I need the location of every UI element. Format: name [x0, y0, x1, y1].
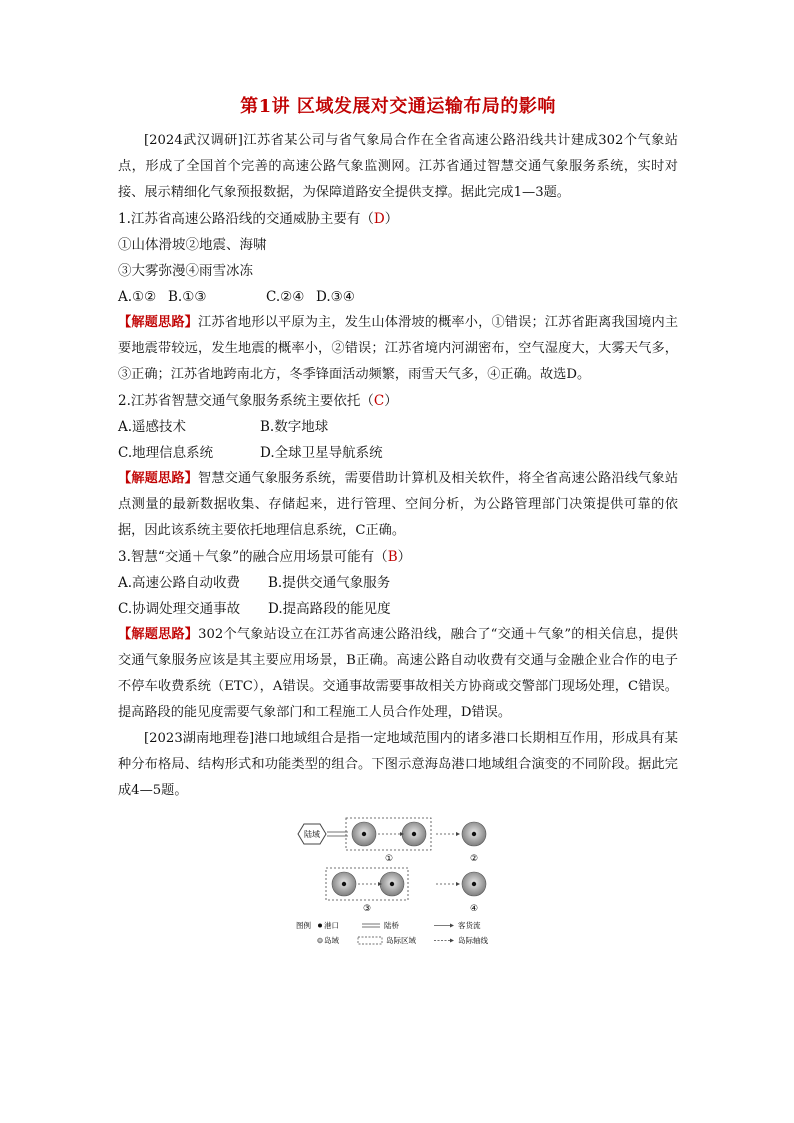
answer-3: B [387, 549, 398, 565]
svg-text:陆桥: 陆桥 [384, 921, 399, 930]
question-1 [118, 206, 678, 388]
svg-text:④: ④ [469, 904, 479, 914]
svg-text:客货流: 客货流 [458, 921, 481, 930]
svg-text:②: ② [469, 854, 479, 864]
port-icon [472, 882, 476, 886]
explanation-1: 【解题思路】江苏省地形以平原为主，发生山体滑坡的概率小，①错误；江苏省距离我国境内主要地震带较远，发生地震的概率小，②错误；江苏省境内河湖密布，空气湿度大，大雾天气多，③正确；江苏省地跨南北方，冬季锋面活动频繁，雨雪天气多，④正确。故选D。 [118, 315, 679, 382]
explanation-3: 【解题思路】302个气象站设立在江苏省高速公路沿线，融合了“交通＋气象”的相关信息，提供交通气象服务应该是其主要应用场景，B正确。高速公路自动收费有交通与金融企业合作的电子不停车收费系统（ETC），A错误。交通事故需要事故相关方协商或交警部门现场处理，C错误。提高路段的能见度需要气象部门和工程施工人员合作处理，D错误。 [118, 627, 678, 720]
explanation-2: 【解题思路】智慧交通气象服务系统，需要借助计算机及相关软件，将全省高速公路沿线气象站点测量的最新数据收集、存储起来，进行管理、空间分析，为公路管理部门决策提供可靠的依据，因此该系统主要依托地理信息系统，C正确。 [118, 471, 679, 538]
intro-passage-2: [2023湖南地理卷]港口地域组合是指一定地域范围内的诸多港口长期相互作用，形成具有某种分布格局、结构形式和功能类型的组合。下图示意海岛港口地域组合演变的不同阶段。据此完成4—5题。 [118, 731, 678, 798]
port-legend-icon [318, 924, 322, 928]
question-2 [118, 388, 678, 544]
intro-passage-1: [2024武汉调研]江苏省某公司与省气象局合作在全省高速公路沿线共计建成302个气象站点，形成了全国首个完善的高速公路气象监测网。江苏省通过智慧交通气象服务系统，实时对接、展示精细化气象预报数据，为保障道路安全提供支撑。据此完成1—3题。 [118, 133, 678, 200]
svg-text:岛际轴线: 岛际轴线 [458, 936, 488, 945]
svg-text:港口: 港口 [324, 921, 339, 930]
question-1-line-2: ③大雾弥漫④雨雪冰冻 [118, 263, 253, 279]
port-icon [412, 832, 416, 836]
option-d: D.全球卫星导航系统 [260, 445, 383, 461]
port-icon [362, 832, 366, 836]
land-bridge-line [327, 832, 348, 836]
question-1-line-1: ①山体滑坡②地震、海啸 [118, 237, 267, 253]
option-b: B.①③ [168, 289, 207, 305]
land-hexagon [298, 824, 326, 844]
arrow-icon [456, 882, 460, 886]
svg-text:①: ① [384, 854, 394, 864]
question-3 [118, 544, 678, 726]
island-legend-icon [318, 938, 323, 943]
option-c: C.地理信息系统 [118, 445, 214, 461]
svg-text:图例: 图例 [296, 921, 311, 930]
page-title: 第1讲 区域发展对交通运输布局的影响 [240, 96, 556, 117]
option-c: C.②④ [266, 289, 305, 305]
svg-text:③: ③ [362, 904, 372, 914]
svg-text:岛域: 岛域 [324, 936, 339, 945]
question-1-options [118, 284, 678, 310]
option-d: D.③④ [316, 289, 355, 305]
answer-2: C [373, 393, 385, 409]
question-2-stem: 2.江苏省智慧交通气象服务系统主要依托（C） [118, 393, 398, 409]
question-2-options-row-2 [118, 440, 678, 466]
option-b: B.提供交通气象服务 [268, 575, 391, 591]
answer-1: D [373, 211, 385, 227]
question-2-options-row-1 [118, 414, 678, 440]
option-c: C.协调处理交通事故 [118, 601, 241, 617]
arrow-icon [456, 832, 460, 836]
option-a: A.遥感技术 [118, 419, 187, 435]
option-d: D.提高路段的能见度 [268, 601, 391, 617]
option-a: A.高速公路自动收费 [118, 575, 241, 591]
port-icon [390, 882, 394, 886]
port-evolution-diagram [296, 816, 516, 951]
question-3-stem: 3.智慧“交通＋气象”的融合应用场景可能有（B） [118, 549, 412, 565]
document-page [118, 92, 678, 951]
option-a: A.①② [118, 289, 157, 305]
diagram-legend [296, 920, 488, 945]
diagram-svg [296, 816, 516, 951]
svg-text:岛际区域: 岛际区域 [386, 936, 416, 945]
question-3-options-row-1 [118, 570, 678, 596]
question-3-options-row-2 [118, 596, 678, 622]
port-icon [472, 832, 476, 836]
option-b: B.数字地球 [260, 419, 329, 435]
port-icon [342, 882, 346, 886]
question-1-stem: 1.江苏省高速公路沿线的交通威胁主要有（D） [118, 211, 399, 227]
svg-text:陆域: 陆域 [304, 830, 320, 839]
inter-island-region-legend-icon [358, 937, 382, 944]
